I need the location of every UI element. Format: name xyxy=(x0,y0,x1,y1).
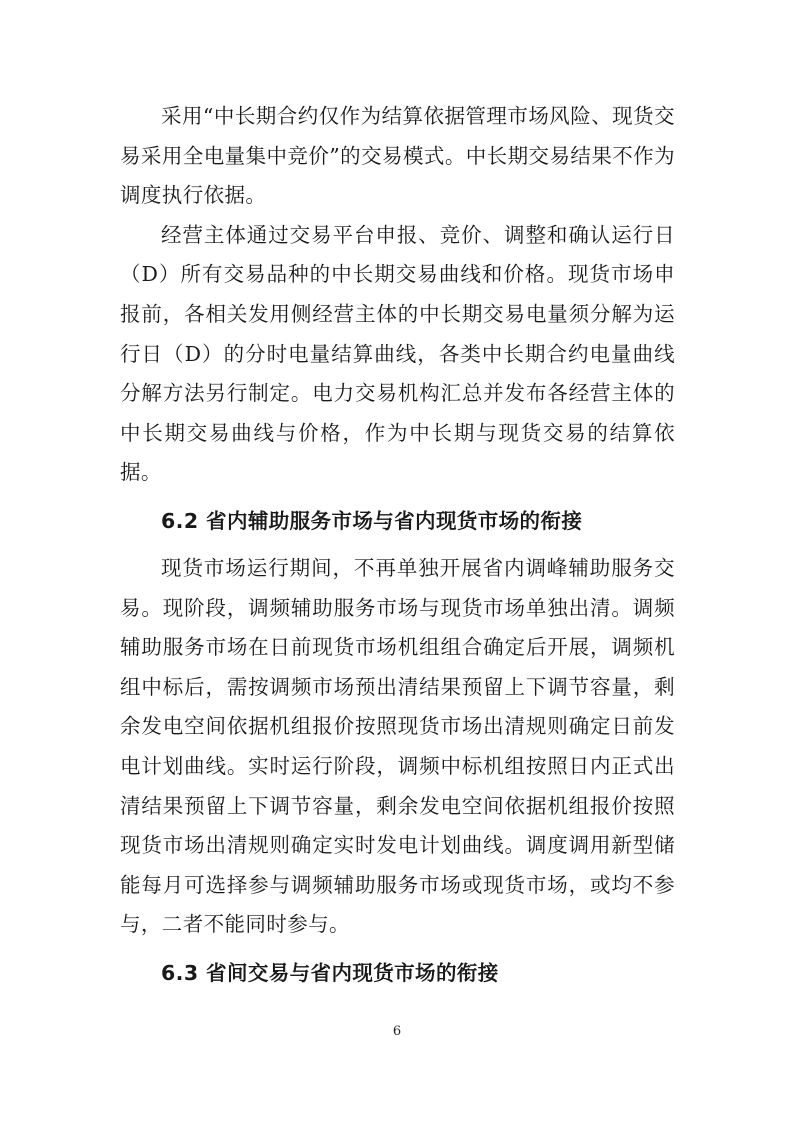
section-heading-6-2: 6.2 省内辅助服务市场与省内现货市场的衔接 xyxy=(161,508,583,533)
paragraph-curve-declaration: 经营主体通过交易平台申报、竞价、调整和确认运行日（D）所有交易品种的中长期交易曲线和价格。现货市场申报前，各相关发用侧经营主体的中长期交易电量须分解为运行日（D）的分时电量结算曲线，各类中长期合约电量曲线分解方法另行制定。电力交易机构汇总并发布各经营主体的中长期交易曲线与价格，作为中长期与现货交易的结算依据。 xyxy=(120,222,675,485)
paragraph-ancillary-services: 现货市场运行期间，不再单独开展省内调峰辅助服务交易。现阶段，调频辅助服务市场与现货市场单独出清。调频辅助服务市场在日前现货市场机组组合确定后开展，调频机组中标后，需按调频市场预出清结果预留上下调节容量，剩余发电空间依据机组报价按照现货市场出清规则确定日前发电计划曲线。实时运行阶段，调频中标机组按照日内正式出清结果预留上下调节容量，剩余发电空间依据机组报价按照现货市场出清规则确定实时发电计划曲线。调度调用新型储能每月可选择参与调频辅助服务市场或现货市场，或均不参与，二者不能同时参与。 xyxy=(120,555,675,937)
paragraph-trading-mode: 采用“中长期合约仅作为结算依据管理市场风险、现货交易采用全电量集中竞价”的交易模式。中长期交易结果不作为调度执行依据。 xyxy=(120,104,675,208)
section-heading-6-3: 6.3 省间交易与省内现货市场的衔接 xyxy=(161,960,499,985)
page-body xyxy=(120,97,675,1001)
page-number: 6 xyxy=(392,1024,402,1039)
